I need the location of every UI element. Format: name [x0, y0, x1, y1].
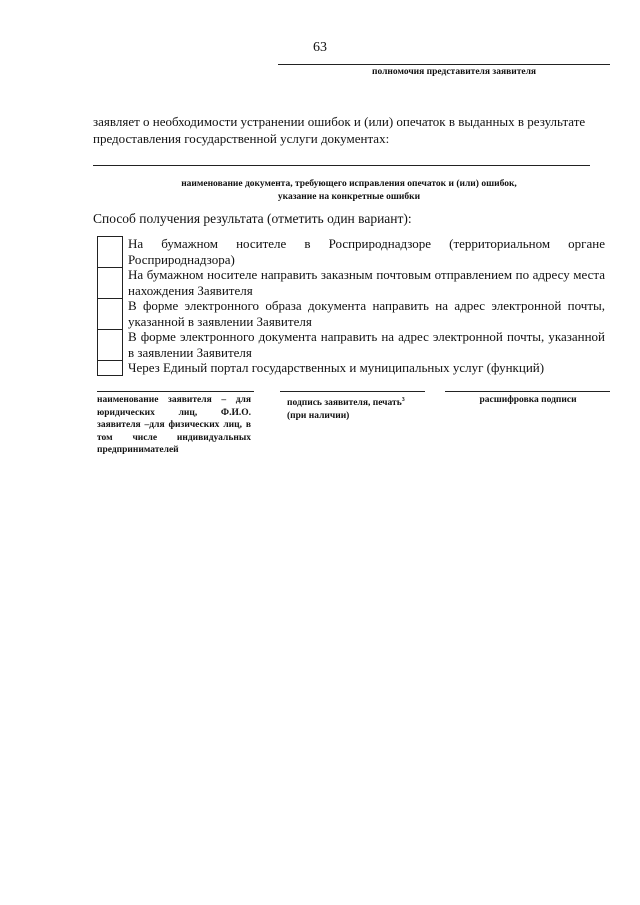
option-row [97, 329, 605, 360]
declaration-text: заявляет о необходимости устранении ошибок и (или) опечаток в выданных в результате предоставления государственной услуги документах: [93, 114, 586, 146]
decoding-caption: расшифровка подписи [479, 395, 577, 405]
document-caption-line2: указание на конкретные ошибки [277, 192, 421, 202]
representative-rule [278, 64, 610, 65]
option-label: Через Единый портал государственных и муниципальных услуг (функций) [128, 360, 545, 375]
representative-caption: полномочия представителя заявителя [372, 67, 537, 77]
signature-rule [280, 391, 425, 392]
option-row [97, 267, 605, 298]
page-number: 63 [313, 40, 327, 55]
option-checkbox[interactable] [97, 360, 123, 376]
signature-caption-block [287, 394, 422, 422]
document-rule [93, 165, 590, 166]
document-caption [93, 178, 605, 204]
result-options [97, 236, 605, 376]
signature-caption-note: (при наличии) [287, 410, 350, 421]
option-row [97, 360, 605, 376]
applicant-name-caption: наименование заявителя – для юридических лиц, Ф.И.О. заявителя –для физических лиц, в том числе индивидуальных предпринимателей [97, 395, 251, 455]
applicant-name-rule [97, 391, 254, 392]
option-label: В форме электронного документа направить на адрес электронной почты, указанной в заявлении Заявителя [128, 329, 605, 360]
option-checkbox[interactable] [97, 236, 123, 267]
option-checkbox[interactable] [97, 329, 123, 360]
method-title: Способ получения результата (отметить один вариант): [93, 211, 412, 226]
signature-caption: подпись заявителя, печать [287, 398, 402, 409]
signature-footnote: 3 [401, 397, 405, 403]
option-checkbox[interactable] [97, 267, 123, 298]
option-label: На бумажном носителе в Росприроднадзоре (территориальном органе Росприроднадзора) [128, 236, 605, 267]
option-row [97, 236, 605, 267]
option-row [97, 298, 605, 329]
option-checkbox[interactable] [97, 298, 123, 329]
decoding-rule [445, 391, 610, 392]
option-label: На бумажном носителе направить заказным почтовым отправлением по адресу места нахождения Заявителя [128, 267, 605, 298]
document-caption-line1: наименование документа, требующего исправления опечаток и (или) ошибок, [181, 179, 517, 189]
option-label: В форме электронного образа документа направить на адрес электронной почты, указанной в заявлении Заявителя [128, 298, 605, 329]
